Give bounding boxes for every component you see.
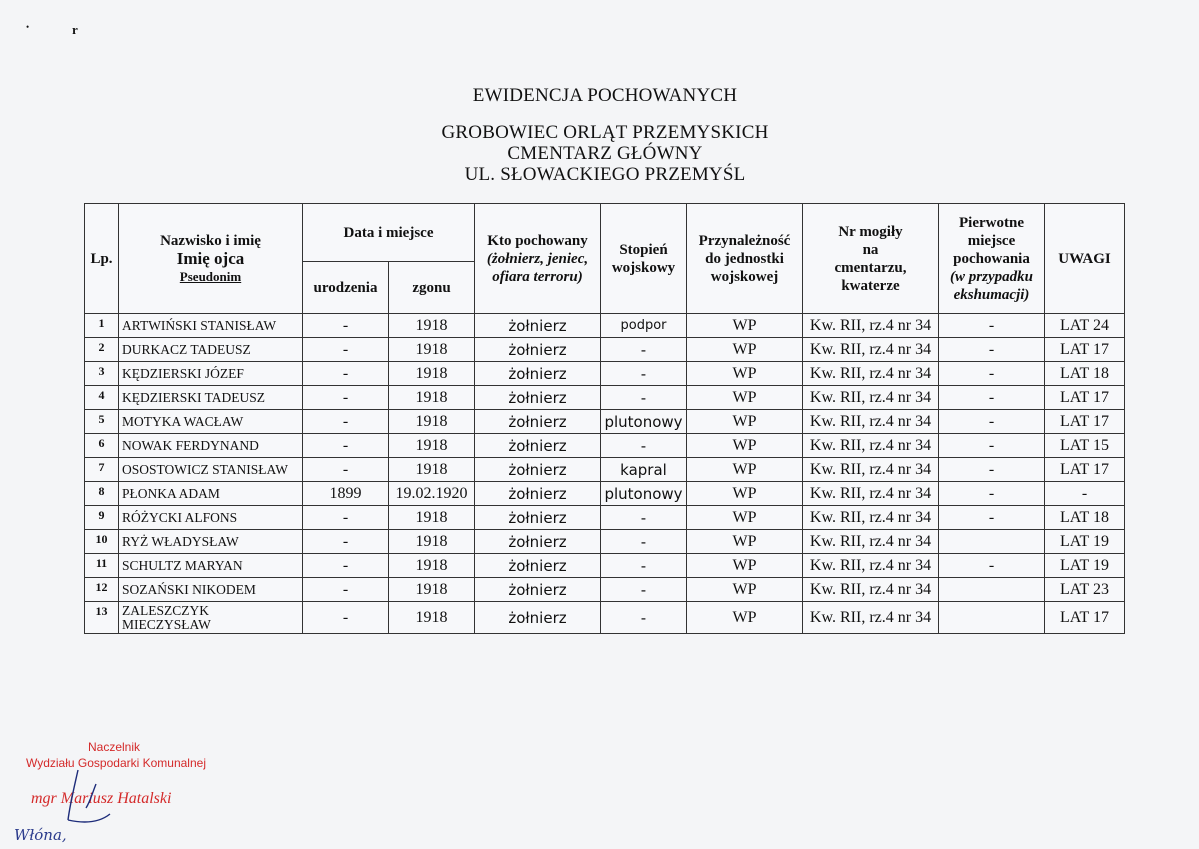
cell-notes: LAT 18 <box>1045 362 1125 386</box>
cell-rank: plutonowy <box>601 410 687 434</box>
cell-born: 1899 <box>303 482 389 506</box>
cell-unit: WP <box>687 458 803 482</box>
cell-unit: WP <box>687 602 803 634</box>
cell-grave: Kw. RII, rz.4 nr 34 <box>803 602 939 634</box>
cell-original-place <box>939 578 1045 602</box>
cell-who: żołnierz <box>475 338 601 362</box>
cell-lp: 3 <box>85 362 119 386</box>
cell-name: KĘDZIERSKI TADEUSZ <box>119 386 303 410</box>
cell-rank: kapral <box>601 458 687 482</box>
cell-notes: LAT 19 <box>1045 530 1125 554</box>
header-who-line1: Kto pochowany <box>487 232 588 249</box>
table-row <box>85 386 1125 410</box>
cell-name: ARTWIŃSKI STANISŁAW <box>119 314 303 338</box>
cell-name: KĘDZIERSKI JÓZEF <box>119 362 303 386</box>
cell-lp: 1 <box>85 314 119 338</box>
cell-name: DURKACZ TADEUSZ <box>119 338 303 362</box>
cell-died: 1918 <box>389 410 475 434</box>
signature-mark <box>56 764 116 828</box>
cell-name: SCHULTZ MARYAN <box>119 554 303 578</box>
header-orig-line1: Pierwotne miejsce pochowania <box>953 214 1030 267</box>
header-who <box>475 204 601 314</box>
cell-who: żołnierz <box>475 482 601 506</box>
cell-who: żołnierz <box>475 410 601 434</box>
cell-died: 1918 <box>389 554 475 578</box>
cell-born: - <box>303 506 389 530</box>
cell-rank: - <box>601 362 687 386</box>
cell-original-place: - <box>939 482 1045 506</box>
document-subtitle <box>0 122 1199 185</box>
cell-rank: - <box>601 578 687 602</box>
subtitle-line-1: GROBOWIEC ORLĄT PRZEMYSKICH <box>441 122 769 143</box>
cell-notes: LAT 17 <box>1045 602 1125 634</box>
cell-original-place: - <box>939 386 1045 410</box>
cell-died: 1918 <box>389 386 475 410</box>
cell-who: żołnierz <box>475 458 601 482</box>
cell-grave: Kw. RII, rz.4 nr 34 <box>803 434 939 458</box>
cell-born: - <box>303 578 389 602</box>
header-grave-line1: Nr mogiły <box>838 223 903 240</box>
cell-original-place <box>939 530 1045 554</box>
cell-rank: - <box>601 338 687 362</box>
stamp-title: Naczelnik <box>88 740 141 754</box>
cell-who: żołnierz <box>475 314 601 338</box>
cell-original-place: - <box>939 458 1045 482</box>
cell-lp: 9 <box>85 506 119 530</box>
stamp-department: Wydziału Gospodarki Komunalnej <box>26 756 206 770</box>
cell-notes: LAT 24 <box>1045 314 1125 338</box>
cell-original-place: - <box>939 410 1045 434</box>
cell-lp: 6 <box>85 434 119 458</box>
table-row <box>85 314 1125 338</box>
cell-unit: WP <box>687 410 803 434</box>
handwritten-note: Włóna, <box>14 826 67 844</box>
table-row <box>85 506 1125 530</box>
cell-who: żołnierz <box>475 362 601 386</box>
header-death: zgonu <box>389 262 475 314</box>
cell-died: 1918 <box>389 434 475 458</box>
scan-mark: r <box>72 22 78 37</box>
cell-grave: Kw. RII, rz.4 nr 34 <box>803 482 939 506</box>
cell-rank: - <box>601 602 687 634</box>
cell-grave: Kw. RII, rz.4 nr 34 <box>803 386 939 410</box>
cell-grave: Kw. RII, rz.4 nr 34 <box>803 362 939 386</box>
table-row <box>85 434 1125 458</box>
cell-lp: 5 <box>85 410 119 434</box>
document-title: EWIDENCJA POCHOWANYCH <box>472 85 738 106</box>
cell-notes: LAT 23 <box>1045 578 1125 602</box>
cell-lp: 10 <box>85 530 119 554</box>
header-orig-line2: (w przypadku ekshumacji) <box>950 268 1033 303</box>
cell-died: 1918 <box>389 338 475 362</box>
cell-original-place: - <box>939 434 1045 458</box>
cell-rank: - <box>601 554 687 578</box>
cell-name: NOWAK FERDYNAND <box>119 434 303 458</box>
cell-born: - <box>303 434 389 458</box>
cell-grave: Kw. RII, rz.4 nr 34 <box>803 530 939 554</box>
subtitle-line-3: UL. SŁOWACKIEGO PRZEMYŚL <box>464 164 746 185</box>
cell-notes: LAT 19 <box>1045 554 1125 578</box>
header-notes: UWAGI <box>1045 204 1125 314</box>
table-row <box>85 410 1125 434</box>
cell-name: ZALESZCZYK MIECZYSŁAW <box>119 602 303 634</box>
cell-original-place: - <box>939 338 1045 362</box>
header-grave-line2: na <box>862 241 879 258</box>
cell-notes: LAT 18 <box>1045 506 1125 530</box>
header-grave-line3: cmentarzu, kwaterze <box>834 259 907 294</box>
cell-born: - <box>303 602 389 634</box>
header-birth: urodzenia <box>303 262 389 314</box>
cell-lp: 4 <box>85 386 119 410</box>
cell-unit: WP <box>687 362 803 386</box>
header-name-line2: Imię ojca <box>176 248 245 268</box>
cell-notes: LAT 17 <box>1045 386 1125 410</box>
table-row <box>85 530 1125 554</box>
cell-grave: Kw. RII, rz.4 nr 34 <box>803 554 939 578</box>
cell-name: SOZAŃSKI NIKODEM <box>119 578 303 602</box>
cell-lp: 13 <box>85 602 119 634</box>
cell-rank: - <box>601 506 687 530</box>
subtitle-line-2: CMENTARZ GŁÓWNY <box>507 143 703 164</box>
header-unit: Przynależność do jednostki wojskowej <box>687 204 803 314</box>
cell-lp: 2 <box>85 338 119 362</box>
cell-unit: WP <box>687 530 803 554</box>
cell-notes: LAT 17 <box>1045 338 1125 362</box>
header-original-place <box>939 204 1045 314</box>
cell-lp: 8 <box>85 482 119 506</box>
cell-original-place: - <box>939 554 1045 578</box>
cell-original-place: - <box>939 506 1045 530</box>
cell-who: żołnierz <box>475 386 601 410</box>
table-row <box>85 338 1125 362</box>
cell-original-place: - <box>939 362 1045 386</box>
cell-who: żołnierz <box>475 554 601 578</box>
cell-died: 1918 <box>389 362 475 386</box>
cell-name: OSOSTOWICZ STANISŁAW <box>119 458 303 482</box>
cell-grave: Kw. RII, rz.4 nr 34 <box>803 506 939 530</box>
cell-rank: plutonowy <box>601 482 687 506</box>
header-name <box>119 204 303 314</box>
cell-lp: 11 <box>85 554 119 578</box>
header-grave <box>803 204 939 314</box>
cell-rank: - <box>601 530 687 554</box>
cell-unit: WP <box>687 554 803 578</box>
cell-name: RYŻ WŁADYSŁAW <box>119 530 303 554</box>
cell-rank: - <box>601 434 687 458</box>
scan-dot: • <box>26 22 30 32</box>
cell-lp: 12 <box>85 578 119 602</box>
cell-grave: Kw. RII, rz.4 nr 34 <box>803 338 939 362</box>
table-row <box>85 362 1125 386</box>
table-body <box>85 314 1125 634</box>
table-row <box>85 458 1125 482</box>
cell-born: - <box>303 314 389 338</box>
cell-died: 1918 <box>389 506 475 530</box>
header-rank: Stopień wojskowy <box>601 204 687 314</box>
cell-unit: WP <box>687 386 803 410</box>
cell-died: 1918 <box>389 578 475 602</box>
cell-grave: Kw. RII, rz.4 nr 34 <box>803 410 939 434</box>
cell-unit: WP <box>687 482 803 506</box>
header-name-line1: Nazwisko i imię <box>160 232 261 249</box>
cell-unit: WP <box>687 338 803 362</box>
cell-original-place: - <box>939 314 1045 338</box>
cell-unit: WP <box>687 506 803 530</box>
cell-who: żołnierz <box>475 434 601 458</box>
cell-died: 1918 <box>389 602 475 634</box>
cell-born: - <box>303 458 389 482</box>
cell-who: żołnierz <box>475 506 601 530</box>
cell-notes: LAT 15 <box>1045 434 1125 458</box>
cell-who: żołnierz <box>475 578 601 602</box>
cell-born: - <box>303 338 389 362</box>
cell-name: PŁONKA ADAM <box>119 482 303 506</box>
header-lp: Lp. <box>85 204 119 314</box>
cell-notes: - <box>1045 482 1125 506</box>
cell-who: żołnierz <box>475 602 601 634</box>
cell-notes: LAT 17 <box>1045 458 1125 482</box>
cell-unit: WP <box>687 434 803 458</box>
table-row <box>85 482 1125 506</box>
table-row <box>85 578 1125 602</box>
cell-name: MOTYKA WACŁAW <box>119 410 303 434</box>
cell-died: 19.02.1920 <box>389 482 475 506</box>
cell-unit: WP <box>687 314 803 338</box>
cell-who: żołnierz <box>475 530 601 554</box>
cell-rank: podpor <box>601 314 687 338</box>
cell-grave: Kw. RII, rz.4 nr 34 <box>803 314 939 338</box>
cell-rank: - <box>601 386 687 410</box>
cell-notes: LAT 17 <box>1045 410 1125 434</box>
cell-unit: WP <box>687 578 803 602</box>
cell-original-place <box>939 602 1045 634</box>
table-row <box>85 554 1125 578</box>
cell-died: 1918 <box>389 458 475 482</box>
cell-lp: 7 <box>85 458 119 482</box>
cell-grave: Kw. RII, rz.4 nr 34 <box>803 458 939 482</box>
stamp-signatory: mgr Mariusz Hatalski <box>31 790 172 807</box>
header-date-place: Data i miejsce <box>303 204 475 262</box>
cell-died: 1918 <box>389 314 475 338</box>
cell-died: 1918 <box>389 530 475 554</box>
cell-born: - <box>303 386 389 410</box>
burial-register-table <box>84 203 1125 634</box>
cell-grave: Kw. RII, rz.4 nr 34 <box>803 578 939 602</box>
header-name-line3: Pseudonim <box>179 268 242 284</box>
cell-born: - <box>303 362 389 386</box>
cell-born: - <box>303 554 389 578</box>
cell-born: - <box>303 410 389 434</box>
header-who-line2: (żołnierz, jeniec, ofiara terroru) <box>486 250 589 285</box>
cell-born: - <box>303 530 389 554</box>
table-row <box>85 602 1125 634</box>
cell-name: RÓŻYCKI ALFONS <box>119 506 303 530</box>
